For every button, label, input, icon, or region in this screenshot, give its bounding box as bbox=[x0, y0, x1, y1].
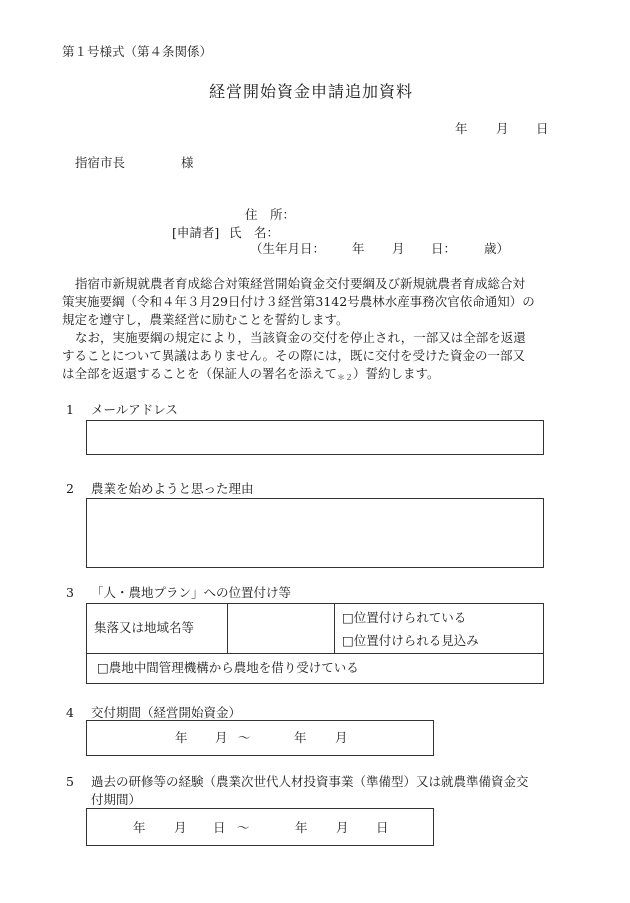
section-2-number: 2 bbox=[66, 481, 74, 496]
pledge-line-6 bbox=[62, 368, 440, 382]
option-farmland-bank[interactable]: □農地中間管理機構から農地を借り受けている bbox=[87, 654, 544, 684]
applicant-name-label: 氏 名： bbox=[229, 225, 280, 240]
date-year-label: 年 bbox=[455, 121, 468, 136]
training-day-1: 日 bbox=[213, 820, 226, 835]
grant-period-month-1: 月 bbox=[215, 730, 228, 745]
section-4-label: 交付期間（経営開始資金） bbox=[91, 705, 242, 720]
pledge-line-3: 規定を遵守し，農業経営に励むことを誓約します。 bbox=[62, 312, 349, 327]
training-period-field[interactable] bbox=[86, 808, 434, 846]
area-name-field[interactable] bbox=[228, 604, 335, 654]
pledge-line-6-end: ）誓約します。 bbox=[353, 366, 440, 381]
section-3-number: 3 bbox=[66, 585, 74, 600]
training-day-2: 日 bbox=[376, 820, 389, 835]
pledge-line-2: 策実施要綱（令和４年３月29日付け３経営第3142号農林水産事務次官依命通知）の bbox=[62, 294, 535, 309]
date-month-label: 月 bbox=[496, 121, 509, 136]
footnote-mark: ＊２ bbox=[337, 373, 354, 382]
section-4-number: 4 bbox=[66, 705, 74, 720]
section-5-label-line-1: 過去の研修等の経験（農業次世代人材投資事業（準備型）又は就農準備資金交 bbox=[91, 774, 529, 789]
grant-period-tilde: ～ bbox=[238, 730, 251, 745]
plan-position-table bbox=[86, 603, 544, 684]
applicant-birth-month: 月 bbox=[392, 241, 405, 256]
section-5-label-line-2: 付期間） bbox=[91, 792, 142, 807]
date-day-label: 日 bbox=[536, 121, 549, 136]
addressee-suffix: 様 bbox=[181, 155, 194, 170]
pledge-line-6-text: は全部を返還することを（保証人の署名を添えて bbox=[62, 366, 338, 381]
email-field[interactable] bbox=[86, 420, 544, 455]
form-number: 第１号様式（第４条関係） bbox=[62, 44, 213, 59]
training-month-2: 月 bbox=[336, 820, 349, 835]
section-5-number: 5 bbox=[66, 774, 74, 789]
option-expected[interactable]: □位置付けられる見込み bbox=[335, 629, 544, 654]
section-3-label: 「人・農地プラン」への位置付け等 bbox=[91, 585, 292, 600]
option-positioned[interactable]: □位置付けられている bbox=[335, 604, 544, 629]
applicant-birth-year: 年 bbox=[352, 241, 365, 256]
page-title: 経営開始資金申請追加資料 bbox=[209, 82, 414, 101]
area-name-label: 集落又は地域名等 bbox=[87, 604, 228, 654]
pledge-line-1: 指宿市新規就農者育成総合対策経営開始資金交付要綱及び新規就農者育成総合対 bbox=[75, 276, 526, 291]
pledge-line-5: することについて異議はありません。その際には，既に交付を受けた資金の一部又 bbox=[62, 348, 526, 363]
grant-period-field[interactable] bbox=[86, 720, 434, 756]
training-year-2: 年 bbox=[295, 820, 308, 835]
section-1-number: 1 bbox=[66, 402, 74, 417]
applicant-birth-open: （生年月日： bbox=[250, 241, 326, 256]
grant-period-month-2: 月 bbox=[335, 730, 348, 745]
section-1-label: メールアドレス bbox=[91, 402, 178, 417]
pledge-line-4: なお，実施要綱の規定により，当該資金の交付を停止され，一部又は全部を返還 bbox=[75, 330, 526, 345]
applicant-birth-age: 歳） bbox=[484, 241, 510, 256]
addressee-name: 指宿市長 bbox=[75, 155, 126, 170]
reason-field[interactable] bbox=[86, 498, 544, 568]
section-2-label: 農業を始めようと思った理由 bbox=[91, 481, 254, 496]
training-tilde: ～ bbox=[237, 820, 250, 835]
applicant-birth-day: 日： bbox=[431, 241, 457, 256]
applicant-address-label: 住 所： bbox=[245, 207, 296, 222]
grant-period-year-1: 年 bbox=[175, 730, 188, 745]
applicant-bracket-label: [申請者] bbox=[172, 225, 220, 240]
training-year-1: 年 bbox=[133, 820, 146, 835]
grant-period-year-2: 年 bbox=[294, 730, 307, 745]
training-month-1: 月 bbox=[174, 820, 187, 835]
